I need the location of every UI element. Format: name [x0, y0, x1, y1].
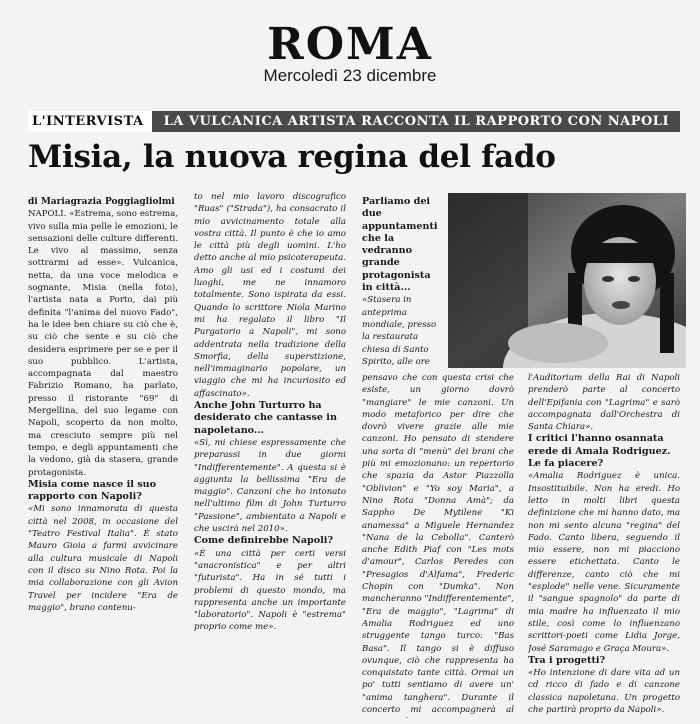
answer-1: «Mi sono innamorata di questa città nel 2008, in occasione del "Teatro Festival Italia". È stato Mauro Gioia a farmi avvicinare alla cultura musicale di Napoli con il disco su Nino Rota. Poi la mia collaborazione con gli Avion Travel per incidere "Era de maggio", brano contenu-: [28, 504, 178, 613]
column-4: [528, 372, 680, 718]
question-4: Parliamo dei due appuntamenti che la vedranno grande protagonista in città...: [362, 196, 438, 294]
answer-6: «Ho intenzione di dare vita ad un cd ricco di fado e di canzone classica napoletana. Un progetto che partirà proprio da Napoli».: [528, 668, 680, 716]
question-1: Misia come nasce il suo rapporto con Napoli?: [28, 478, 156, 503]
article-headline: Misia, la nuova regina del fado: [28, 139, 556, 175]
answer-4-end: l'Auditorium della Rai di Napoli prenderò parte al concerto dell'Epifania con "Lagrima" e sarò accompagnata dall'Orchestra di Santa Chiara».: [528, 373, 680, 433]
question-2: Anche John Turturro ha desiderato che cantasse in napoletano...: [194, 400, 337, 436]
newspaper-city: ROMA: [267, 19, 433, 70]
question-5: I critici l'hanno osannata erede di Amala Rodriguez. Le fa piacere?: [528, 433, 671, 470]
column-3: [362, 372, 514, 718]
section-kicker: [28, 111, 680, 132]
byline: di Mariagrazia Poggiagliolmi: [28, 197, 175, 207]
answer-5: «Amalia Rodriguez è unica. Insostituibile. Non ha eredi. Ho letto in molti libri questa definizione che mi hanno dato, ma non mi sento alcuna "regina" del Fado. Canto libera, seguendo il mio essere, non mi piacciono essere etichettata. Canto le differenze, canto ciò che mi "esplode" nelle vene. Sicuramente il "sangue spagnolo" da parte di mia madre ha influenzato il mio stile, così come lo influenzano scrittori-poeti come Lidia Jorge, José Saramago e Graça Moura».: [528, 471, 680, 654]
portrait-image: [448, 193, 686, 368]
question-3: Come definirebbe Napoli?: [194, 535, 334, 547]
answer-1-continued: to nel mio lavoro discografico "Ruas" ("Strada"), ha consacrato il mio avvicinamento totale alla vostra città. Il punto è che io amo le città più degli uomini. L'ho detto anche al mio psicoterapeuta. Amo gli usi ed i costumi dei luoghi, me ne innamoro totalmente. Sono ispirata da essi. Quando lo scrittore Niola Marino mi ha regalato il libro "Il Purgatorio a Napoli", mi sono addentrata nella tradizione della Smorfia, della superstizione, nell'immaginario popolare, un viaggio che mi ha incuriosito ed affascinato».: [194, 192, 346, 399]
question-6: Tra i progetti?: [528, 654, 606, 666]
section-topic: LA VULCANICA ARTISTA RACCONTA IL RAPPORTO CON NAPOLI: [163, 114, 670, 129]
intro-paragraph: NAPOLI. «Estrema, sono estrema, vivo sulla mia pelle le emozioni, le sensazioni delle culture differenti. Le vivo al massimo, senza sottrarmi ad esse». Vulcanica, netta, da una voce melodica e sognante, Misia (nella foto), l'artista nata a Porto, dai più definita "l'anima del nuovo Fado", ha le idee ben chiare su ciò che è, su ciò che sente e su ciò che desidera esprimere per se e per il suo pubblico. L'artista, accompagnata dal maestro Fabrizio Romano, ha parlato, presso il ristorante "69" di Mergellina, del suo legame con Napoli, scoperto da non molto, ma cresciuto sempre più nel tempo, e degli appuntamenti che la vedono, già da stasera, grande protagonista.: [28, 209, 178, 478]
answer-2: «Sì, mi chiese espressamente che preparassi in due giorni "Indifferentemente". A questa si è aggiunta la bellissima "Era de maggio". Canzoni che ho intonato nell'ultimo film di John Turturro "Passione", ambientato a Napoli e che uscirà nel 2010».: [194, 437, 346, 535]
section-label: L'INTERVISTA: [28, 111, 152, 132]
artist-photo: [448, 193, 686, 368]
column-1: [28, 196, 178, 716]
column-3-top: [362, 196, 440, 368]
answer-4-start: «Stasera in anteprima mondiale, presso la restaurata chiesa di Santo Spirito, alle ore: [362, 295, 437, 367]
column-2: [194, 191, 346, 716]
answer-3: «È una città per certi versi "anacronistica" e per altri "futurista". Ha in sé tutti i problemi di questo mondo, ma rappresenta anche un importante "laboratorio". Napoli è "estrema" proprio come me».: [194, 548, 346, 633]
answer-4-continued: pensavo che con questa crisi che esiste, un giorno dovrò "mangiare" le mie canzoni. Un modo metaforico per dire che dovrò vivere grazie alle mie canzoni. Ho pensato di stendere una sorta di "menù" dei brani che più mi emozionano: un repertorio che spazia da Astor Piazzolla "Oblivion" e "Yo soy Maria", a Nino Rota "Donna Amà"; da Sappho De Mytilene "Ki anamessa" a Miguele Hernandez "Nana de la Cebolla". Canterò anche Edith Piaf con "Les mots d'amour", Carlos Peredes con "Presagios d'Alfama", Frederic Chopin con "Dumka". Non mancheranno "Indifferentemente", "Era de maggio", "Lagrima" di Amalia Rodriguez ed uno struggente tango turco: "Bas Basa". Il tango si è diffuso ovunque, ciò che rappresenta ha conquistato tante città. Ormai un po' tutti sentiamo di avere un' "anima tanghera". Durante il concerto mi accompagnerà al: [362, 373, 514, 716]
masthead: [0, 19, 700, 86]
issue-date: Mercoledì 23 dicembre: [263, 66, 437, 85]
